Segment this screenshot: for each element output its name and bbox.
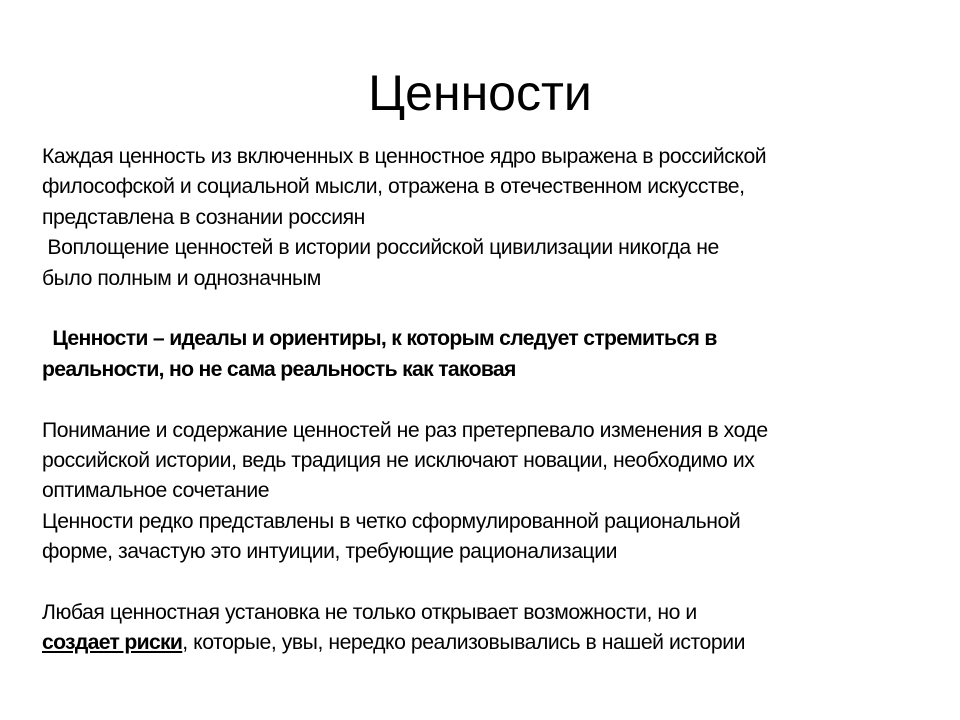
text-line: Ценности редко представлены в четко сформулированной рациональной [42, 509, 741, 533]
text-line: российской истории, ведь традиция не исключают новации, необходимо их [42, 448, 755, 472]
text-fragment: , которые, увы, нередко реализовывались в нашей истории [182, 631, 745, 655]
emphasis-risks: создает риски [42, 631, 183, 655]
text-line [42, 628, 932, 658]
paragraph-values-definition [42, 324, 932, 385]
bold-text-line: Ценности – идеалы и ориентиры, к которым следует стремиться в [42, 327, 717, 351]
text-line: Любая ценностная установка не только открывает возможности, но и [42, 600, 697, 624]
bold-text-line: реальности, но не сама реальность как таковая [42, 357, 516, 381]
text-line: философской и социальной мысли, отражена в отечественном искусстве, [42, 175, 745, 199]
text-line: Понимание и содержание ценностей не раз претерпевало изменения в ходе [42, 418, 768, 442]
spacer [42, 294, 932, 324]
paragraph-values-change [42, 416, 932, 507]
text-line: представлена в сознании россиян [42, 205, 365, 229]
text-line: оптимальное сочетание [42, 479, 270, 503]
text-line: форме, зачастую это интуиции, требующие рационализации [42, 540, 617, 564]
spacer [42, 567, 932, 597]
paragraph-values-risks [42, 598, 932, 659]
spacer [42, 385, 932, 415]
text-line: было полным и однозначным [42, 266, 321, 290]
slide-body [42, 142, 932, 659]
text-line: Воплощение ценностей в истории российской цивилизации никогда не [42, 236, 719, 260]
slide-title: Ценности [368, 65, 592, 121]
paragraph-values-expressed [42, 142, 932, 233]
text-line: Каждая ценность из включенных в ценностное ядро выражена в российской [42, 145, 767, 168]
paragraph-values-embodiment [42, 233, 932, 294]
paragraph-values-intuition [42, 507, 932, 568]
